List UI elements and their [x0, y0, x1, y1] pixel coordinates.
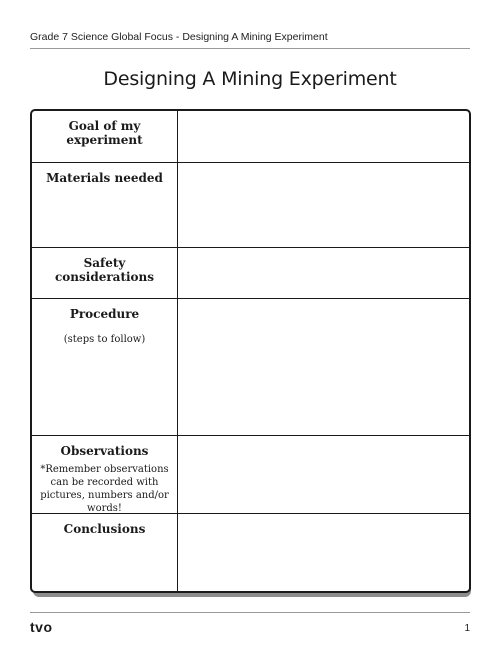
- row-note-observations: *Remember observations can be recorded with pictures, numbers and/or words!: [40, 464, 169, 514]
- footer-divider: [30, 612, 470, 613]
- table-row-materials: [32, 163, 469, 248]
- tvo-logo: tvo: [30, 619, 53, 635]
- label-cell: [32, 299, 178, 435]
- row-sublabel-procedure: (steps to follow): [63, 334, 146, 345]
- row-label-safety: Safety considerations: [54, 256, 155, 284]
- label-cell: [32, 248, 178, 298]
- answer-cell-materials[interactable]: [178, 163, 469, 247]
- label-cell: [32, 163, 178, 247]
- answer-cell-goal[interactable]: [178, 111, 469, 162]
- row-label-goal: Goal of my experiment: [66, 119, 143, 147]
- table-row-procedure: [32, 299, 469, 436]
- answer-cell-safety[interactable]: [178, 248, 469, 298]
- row-label-procedure: Procedure: [69, 307, 140, 321]
- document-header: Grade 7 Science Global Focus - Designing A Mining Experiment: [30, 31, 328, 43]
- page-title: Designing A Mining Experiment: [103, 68, 397, 90]
- table-row-goal: [32, 111, 469, 163]
- header-divider: [30, 48, 470, 49]
- row-label-materials: Materials needed: [46, 171, 163, 185]
- page-number: 1: [464, 623, 470, 634]
- label-cell: [32, 436, 178, 513]
- label-cell: [32, 514, 178, 591]
- table-row-safety: [32, 248, 469, 299]
- answer-cell-observations[interactable]: [178, 436, 469, 513]
- answer-cell-conclusions[interactable]: [178, 514, 469, 591]
- table-row-conclusions: [32, 514, 469, 591]
- row-label-conclusions: Conclusions: [63, 522, 146, 536]
- table-row-observations: [32, 436, 469, 514]
- row-label-observations: Observations: [60, 444, 149, 458]
- answer-cell-procedure[interactable]: [178, 299, 469, 435]
- label-cell: [32, 111, 178, 162]
- experiment-table: [30, 109, 471, 593]
